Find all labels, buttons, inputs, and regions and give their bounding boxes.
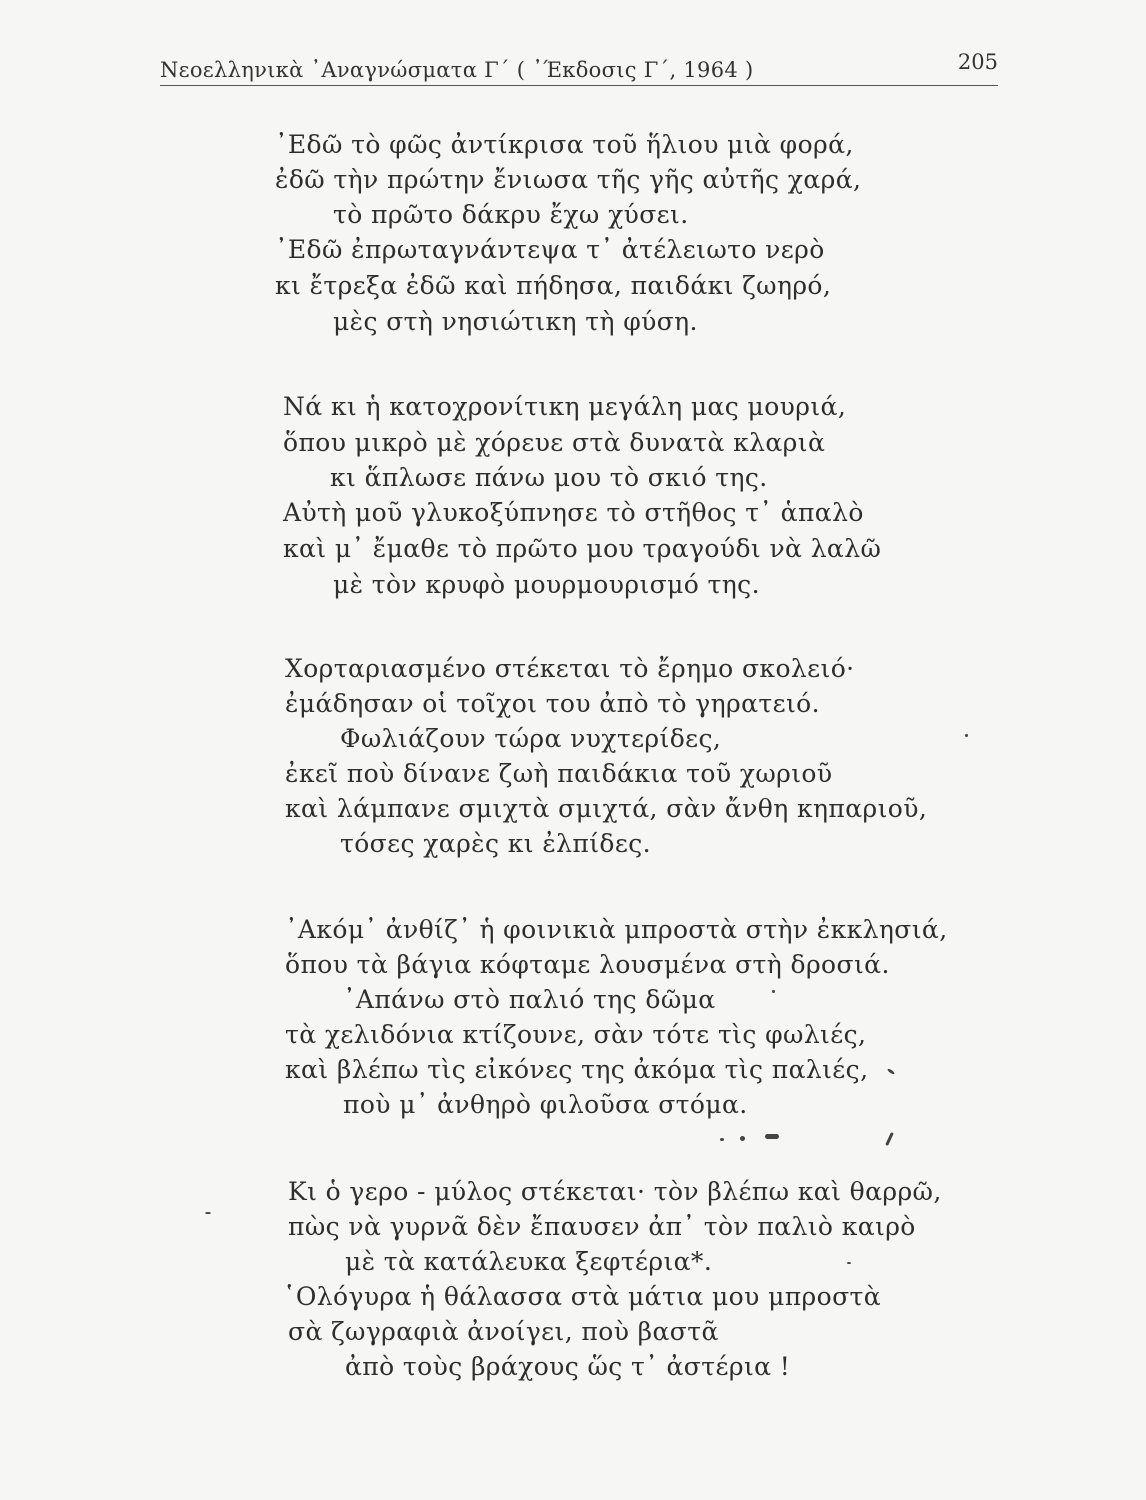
poem-line: ᾽Απάνω στὸ παλιό της δῶμα <box>343 985 716 1014</box>
poem-line: κι ἅπλωσε πάνω μου τὸ σκιό της. <box>330 463 768 492</box>
scan-speck <box>887 1068 895 1075</box>
poem-line: Φωλιάζουν τώρα νυχτερίδες, <box>340 724 722 753</box>
poem-line: Χορταριασμένο στέκεται τὸ ἔρημο σκολειό· <box>285 654 855 683</box>
poem-line: σὰ ζωγραφιὰ ἀνοίγει, ποὺ βαστᾶ <box>288 1317 719 1346</box>
poem-line: ὅπου μικρὸ μὲ χόρευε στὰ δυνατὰ κλαριὰ <box>283 428 826 457</box>
poem-line: καὶ λάμπανε σμιχτὰ σμιχτά, σὰν ἄνθη κηπαριοῦ, <box>285 794 928 823</box>
poem-line: μὲ τὰ κατάλευκα ξεφτέρια*. <box>345 1247 713 1276</box>
scan-speck <box>847 1262 851 1264</box>
scan-speck <box>765 1134 779 1139</box>
poem-line: ποὺ μ᾽ ἀνθηρὸ φιλοῦσα στόμα. <box>343 1090 748 1119</box>
header-rule <box>160 85 998 86</box>
poem-line: τόσες χαρὲς κι ἐλπίδες. <box>340 829 651 858</box>
scan-speck <box>720 1138 724 1141</box>
poem-line: καὶ μ᾽ ἔμαθε τὸ πρῶτο μου τραγούδι νὰ λαλῶ <box>283 534 882 563</box>
poem-line: καὶ βλέπω τὶς εἰκόνες της ἀκόμα τὶς παλιές, <box>285 1055 869 1084</box>
poem-line: μὲς στὴ νησιώτικη τὴ φύση. <box>333 307 698 336</box>
poem-line: ἀπὸ τοὺς βράχους ὥς τ᾽ ἀστέρια ! <box>345 1352 791 1381</box>
running-head <box>160 50 1000 92</box>
poem-line: τὰ χελιδόνια κτίζουνε, σὰν τότε τὶς φωλιές, <box>285 1020 867 1049</box>
poem-line: κι ἔτρεξα ἐδῶ καὶ πήδησα, παιδάκι ζωηρό, <box>275 271 832 300</box>
poem-line: τὸ πρῶτο δάκρυ ἔχω χύσει. <box>333 200 689 229</box>
poem-line: ῾Ολόγυρα ἡ θάλασσα στὰ μάτια μου μπροστὰ <box>283 1282 882 1311</box>
poem-line: Νά κι ἡ κατοχρονίτικη μεγάλη μας μουριά, <box>283 392 847 421</box>
scan-speck <box>965 734 968 737</box>
poem-line: ἐδῶ τὴν πρώτην ἔνιωσα τῆς γῆς αὐτῆς χαρά, <box>275 165 862 194</box>
poem-line: μὲ τὸν κρυφὸ μουρμουρισμό της. <box>333 570 760 599</box>
page-number: 205 <box>957 50 998 74</box>
running-title: Νεοελληνικὰ ᾽Αναγνώσματα Γ´ ( ᾽Έκδοσις Γ´, 1964 ) <box>160 58 754 82</box>
scan-speck <box>885 1132 894 1146</box>
scan-speck <box>205 1212 211 1214</box>
poem-line: ᾽Ακόμ᾽ ἀνθίζ᾽ ἡ φοινικιὰ μπροστὰ στὴν ἐκκλησιά, <box>285 915 948 944</box>
scan-speck <box>740 1136 745 1141</box>
poem-line: πὼς νὰ γυρνᾶ δὲν ἔπαυσεν ἀπ᾽ τὸν παλιὸ καιρὸ <box>288 1212 916 1241</box>
poem-line: Αὐτὴ μοῦ γλυκοξύπνησε τὸ στῆθος τ᾽ ἁπαλὸ <box>283 498 864 527</box>
scan-speck <box>772 990 775 993</box>
poem-line: ἐκεῖ ποὺ δίνανε ζωὴ παιδάκια τοῦ χωριοῦ <box>285 759 833 788</box>
poem-line: ᾽Εδῶ ἐπρωταγνάντεψα τ᾽ ἀτέλειωτο νερὸ <box>275 235 825 264</box>
poem-line: Κι ὁ γερο - μύλος στέκεται· τὸν βλέπω καὶ θαρρῶ, <box>288 1177 942 1206</box>
poem-line: ὅπου τὰ βάγια κόφταμε λουσμένα στὴ δροσιά. <box>285 950 890 979</box>
poem-line: ἐμάδησαν οἱ τοῖχοι του ἀπὸ τὸ γηρατειό. <box>285 689 820 718</box>
poem-line: ᾽Εδῶ τὸ φῶς ἀντίκρισα τοῦ ἥλιου μιὰ φορά, <box>275 130 854 159</box>
